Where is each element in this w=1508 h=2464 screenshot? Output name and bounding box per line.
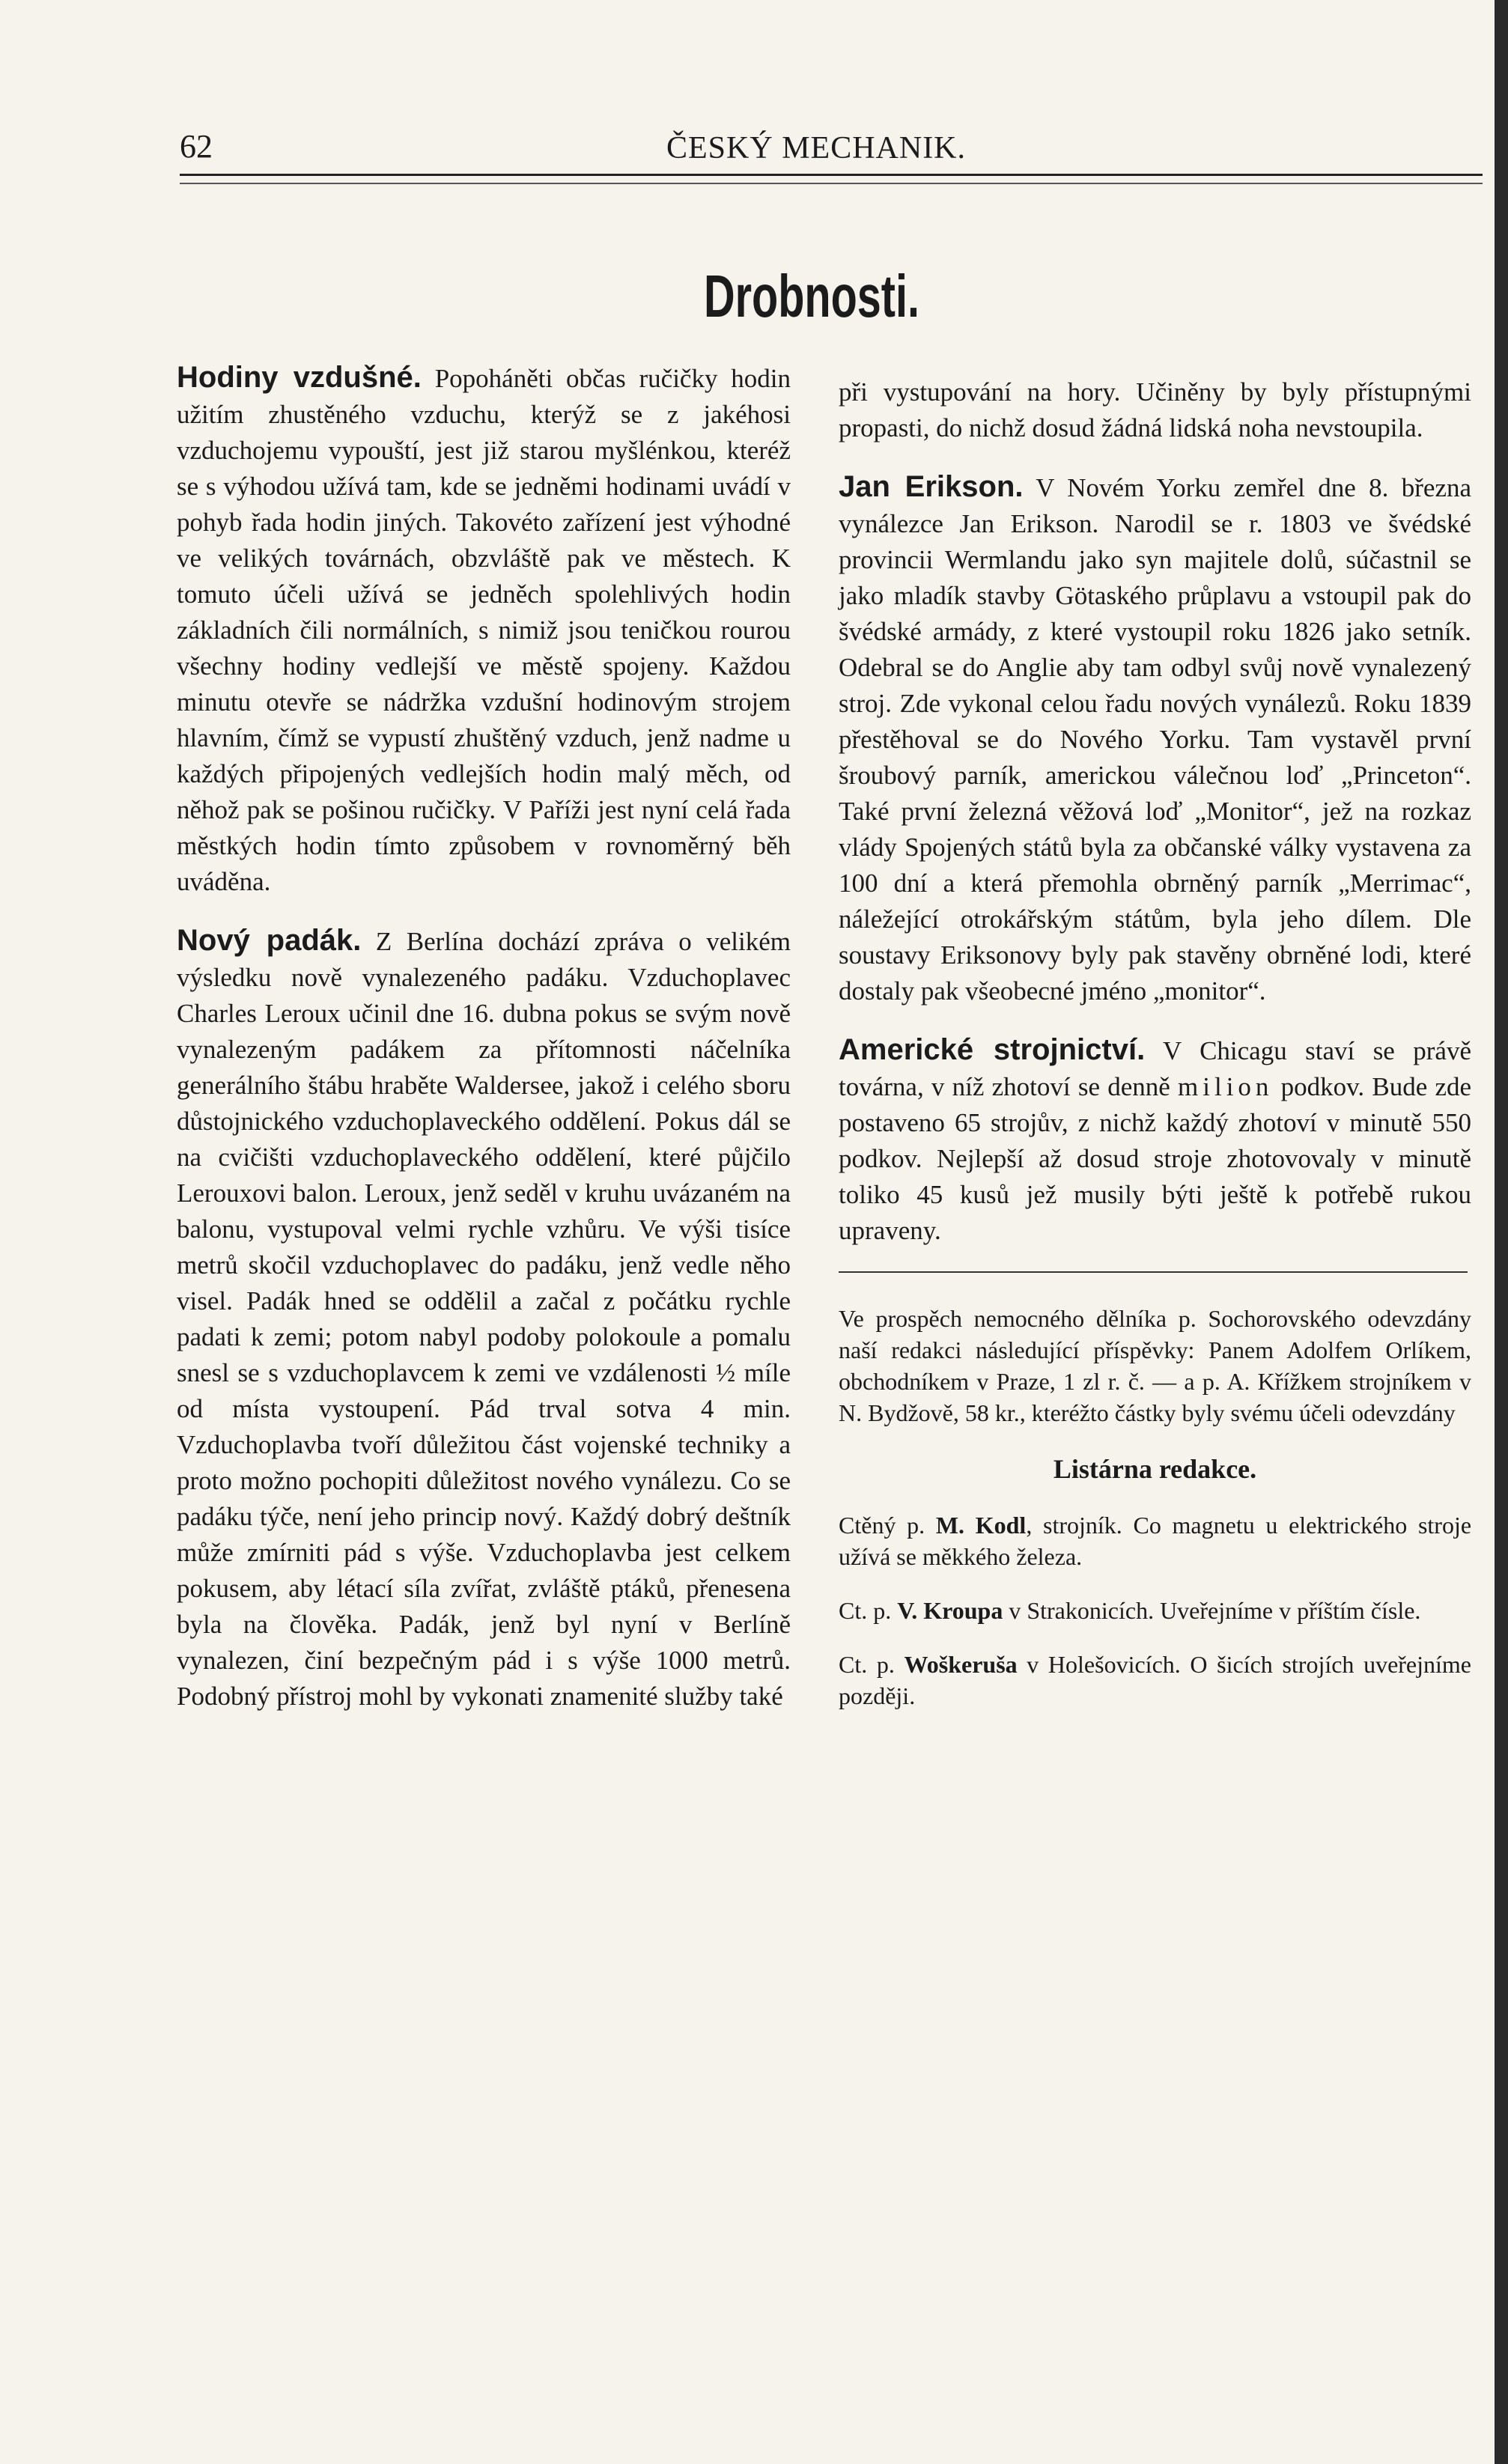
article-text: podkov. Bude zde postaveno 65 strojův, z nichž každý zhotoví v minutě 550 podkov. Nejlepší až dosud stroje zhotovovaly v minutě toliko 45 kusů jež musily býti ještě k potřebě rukou upraveny. bbox=[839, 1072, 1472, 1245]
letter-name: Woškeruša bbox=[904, 1651, 1018, 1678]
article-text: V Chicagu staví se právě továrna, v níž zhotoví se denně bbox=[839, 1036, 1472, 1101]
running-title: ČESKÝ MECHANIK. bbox=[666, 131, 967, 165]
letter-name: M. Kodl bbox=[935, 1512, 1027, 1539]
spaced-word: milion bbox=[1178, 1072, 1274, 1101]
section-title: Drobnosti. bbox=[704, 263, 919, 329]
article-strojnictvi bbox=[839, 1032, 1471, 1249]
article-title: Nový padák. bbox=[177, 924, 362, 957]
letter-item: Ct. p. Woškeruša v Holešovicích. O šicích strojích uveřejníme později. bbox=[839, 1651, 1472, 1709]
letter-item: Ctěný p. M. Kodl, strojník. Co magnetu u elektrického stroje užívá se měkkého železa. bbox=[839, 1512, 1472, 1570]
article-text: Popoháněti občas ručičky hodin užitím zhustěného vzduchu, kterýž se z jakéhosi vzduchojemu vypouští, jest již starou myšlénkou, kteréž se s výhodou užívá tam, kde se jedněmi hodinami uvádí v pohyb řada hodin jiných. Takovéto zařízení jest výhodné ve velikých továrnách, obzvláště pak ve městech. K tomuto účeli užívá se jedněch spolehlivých hodin základních čili normálních, s nimiž jsou teničkou rourou všechny hodiny vedlejší ve městě spojeny. Každou minutu otevře se nádržka vzdušní hodinovým strojem hlavním, čímž se vypustí zhuštěný vzduch, jenž nadme u každých připojených vedlejších hodin malý měch, od něhož pak se pošinou ručičky. V Paříži jest nyní celá řada městkých hodin tímto způsobem v rovnoměrný běh uváděna. bbox=[177, 364, 791, 896]
left-column bbox=[177, 359, 791, 1737]
article-erikson bbox=[839, 469, 1471, 1009]
header-rule-thin bbox=[180, 183, 1483, 184]
article-padak bbox=[177, 922, 791, 1715]
article-text: Z Berlína dochází zpráva o velikém výsledku nově vynalezeného padáku. Vzduchoplavec Charles Leroux učinil dne 16. dubna pokus se svým nově vynalezeným padákem za přítomnosti náčelníka generálního štábu hraběte Waldersee, jakož i celého sboru důstojnického vzduchoplaveckého oddělení. Pokus dál se na cvičišti vzduchoplaveckého oddělení, které půjčilo Lerouxovi balon. Leroux, jenž seděl v kruhu uvázaném na balonu, vystupoval velmi rychle vzhůru. Ve výši tisíce metrů skočil vzduchoplavec do padáku, jenž vedle něho visel. Padák hned se oddělil a začal z počátku rychle padati k zemi; potom nabyl podoby polokoule a pomalu snesl se s vzduchoplavcem k zemi ve vzdálenosti ½ míle od místa vystoupení. Pád trval sotva 4 min. Vzduchoplavba tvoří důležitou část vojenské techniky a proto možno pochopiti důležitost nového vynálezu. Co se padáku týče, není jeho princip nový. Každý dobrý deštník může zmírniti pád s výše. Vzduchoplavba jest celkem pokusem, aby létací síla zvířat, zvláště ptáků, přenesena byla na člověka. Padák, jenž byl nyní v Berlíně vynalezen, činí bezpečným pád i s výše 1000 metrů. Podobný přístroj mohl by vykonati znamenité služby také bbox=[177, 927, 791, 1711]
letter-item: Ct. p. V. Kroupa v Strakonicích. Uveřejníme v příštím čísle. bbox=[839, 1597, 1421, 1624]
article-hodiny bbox=[177, 359, 791, 900]
article-title: Americké strojnictví. bbox=[839, 1033, 1146, 1066]
page-number: 62 bbox=[180, 128, 213, 165]
right-column bbox=[839, 374, 1471, 1734]
article-text: V Novém Yorku zemřel dne 8. března vynálezce Jan Erikson. Narodil se r. 1803 ve švédské provincii Wermlandu jako syn majitele dolů, súčastnil se jako mladík stavby Götaského průplavu a vstoupil pak do švédské armády, z které vystoupil roku 1826 jako setník. Odebral se do Anglie aby tam odbyl svůj nově vynalezený stroj. Zde vykonal celou řadu nových vynálezů. Roku 1839 přestěhoval se do Nového Yorku. Tam vystavěl první šroubový parník, americkou válečnou loď „Princeton“. Také první železná věžová loď „Monitor“, jež na rozkaz vlády Spojených států byla za občanské války vystavena za 100 dní a která přemohla obrněný parník „Merrimac“, náležející otrokářským státům, byla jeho dílem. Dle soustavy Eriksonovy byly pak stavěny obrněné lodi, které dostaly pak všeobecné jméno „monitor“. bbox=[839, 473, 1472, 1006]
article-title: Jan Erikson. bbox=[839, 470, 1024, 503]
header-rule bbox=[180, 174, 1483, 176]
article-title: Hodiny vzdušné. bbox=[177, 361, 422, 394]
listarna-title: Listárna redakce. bbox=[1053, 1454, 1257, 1484]
column-divider bbox=[839, 1271, 1468, 1273]
page-header bbox=[180, 120, 1483, 180]
article-padak-continued: při vystupování na hory. Učiněny by byly přístupnými propasti, do nichž dosud žádná lidská noha nevstoupila. bbox=[839, 377, 1471, 442]
donation-notice: Ve prospěch nemocného dělníka p. Sochorovského odevzdány naší redakci následující příspěvky: Panem Adolfem Orlíkem, obchodníkem v Praze, 1 zl r. č. — a p. A. Křížkem strojníkem v N. Bydžově, 58 kr., kteréžto částky byly svému účeli odevzdány bbox=[839, 1305, 1471, 1426]
letter-name: V. Kroupa bbox=[897, 1597, 1003, 1624]
